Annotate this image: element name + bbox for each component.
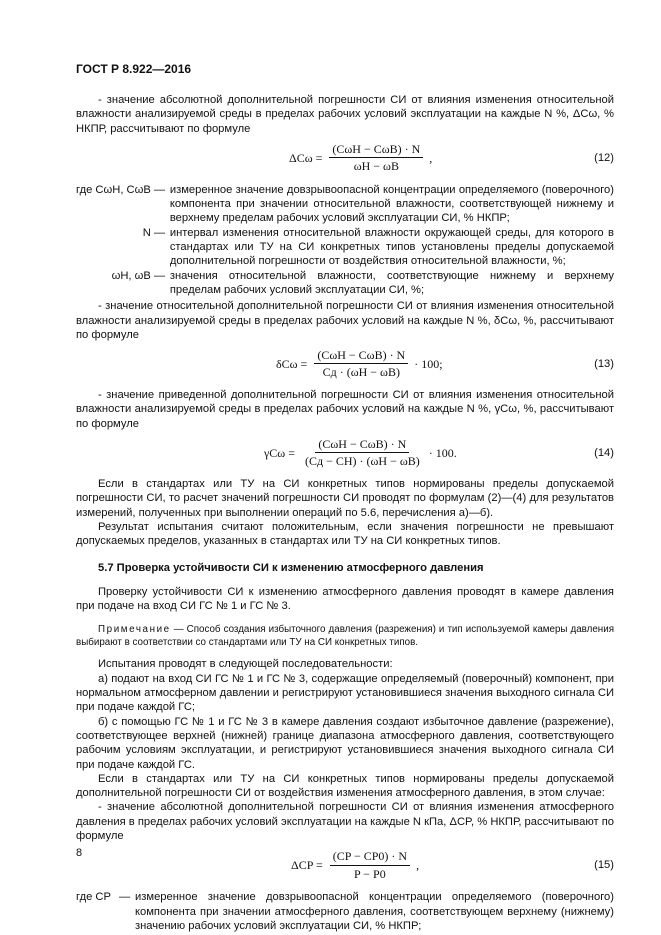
- paragraph: Проверку устойчивости СИ к изменению атмосферного давления проводят в камере давления при подаче на вход СИ ГС № 1 и ГС № 3.: [76, 585, 614, 613]
- definition-dash: —: [153, 269, 166, 282]
- definition-row: [76, 183, 614, 226]
- formula-fraction: [314, 348, 408, 380]
- formula-numerator: (CωH − CωB) · N: [329, 142, 423, 158]
- formula-numerator: (CωH − CωB) · N: [314, 348, 408, 364]
- formula-tail: · 100;: [414, 356, 443, 371]
- formula-lhs: δCω =: [276, 356, 308, 371]
- note-label: Примечание: [98, 624, 171, 636]
- formula-tail: ,: [429, 150, 433, 165]
- formula-numerator: (CP − CP0) · N: [330, 849, 410, 865]
- paragraph: Результат испытания считают положительным, если значения погрешности не превышают допускаемых пределов, указанных в стандартах или ТУ на СИ конкретных типов.: [76, 520, 614, 548]
- definitions-list: [76, 890, 614, 933]
- formula-number: (14): [594, 447, 614, 460]
- definition-symbol: N: [142, 226, 151, 239]
- paragraph: Если в стандартах или ТУ на СИ конкретных типов нормированы пределы допускаемой погрешности СИ, то расчет значений погрешности СИ проводят по формулам (2)—(4) для результатов измерений, полученных при выполнении операций по 5.6, перечисления а)—б).: [76, 478, 614, 519]
- formula-15: [76, 846, 614, 886]
- formula-13: [76, 345, 614, 385]
- formula-tail: ,: [416, 857, 420, 872]
- document-body: [76, 93, 614, 935]
- page-number: 8: [76, 847, 83, 859]
- definition-text: измеренное значение довзрывоопасной концентрации определяемого (поверочного) компонента при значении относительной влажности, соответствующей нижнему и верхнему пределам рабочих условий эксплуатации СИ, % НКПР;: [169, 183, 614, 225]
- document-header: ГОСТ Р 8.922—2016: [76, 62, 192, 76]
- definition-row: [76, 890, 614, 933]
- formula-tail: · 100.: [428, 445, 457, 460]
- formula-denominator: P − P0: [354, 866, 386, 881]
- formula-number: (13): [594, 358, 614, 371]
- definition-text: интервал изменения относительной влажности окружающей среды, для которого в стандартах или ТУ на СИ конкретных типов установлены пределы допускаемой дополнительной погрешности от воздействия относительной влажности, %;: [169, 226, 614, 268]
- definition-text: измеренное значение довзрывоопасной концентрации определяемого (поверочного) компонента при значении атмосферного давления, соответствующем верхнему (нижнему) значению рабочих условий эксплуатации СИ, % НКПР;: [135, 891, 614, 932]
- definitions-list: [76, 183, 614, 297]
- formula-numerator: (CωH − CωB) · N: [315, 437, 409, 453]
- note: [76, 623, 614, 649]
- paragraph: Если в стандартах или ТУ на СИ конкретных типов нормированы пределы допускаемой дополнительной погрешности СИ от воздействия изменения атмосферного давления, в этом случае:: [76, 772, 614, 800]
- formula-12: [76, 139, 614, 179]
- definition-symbol: ωH, ωB: [111, 269, 151, 282]
- definition-symbol: где CP: [76, 891, 111, 904]
- paragraph: - значение абсолютной дополнительной погрешности СИ от влияния изменения относительной влажности анализируемой среды в пределах рабочих условий эксплуатации на каждые N %, ΔCω, % НКПР, рассчитывают по формуле: [76, 94, 614, 135]
- paragraph: Испытания проводят в следующей последовательности:: [98, 658, 393, 671]
- formula-denominator: Cд · (ωH − ωB): [322, 365, 400, 380]
- list-item: б) с помощью ГС № 1 и ГС № 3 в камере давления создают избыточное давление (разрежение), соответствующее верхней (нижней) границе диапазона атмосферного давления, соответствующего рабочим условиям эксплуатации, и регистрируют установившиеся значения выходного сигнала СИ при подаче каждой ГС.: [76, 715, 614, 771]
- formula-lhs: ΔCP =: [291, 857, 323, 872]
- list-item: а) подают на вход СИ ГС № 1 и ГС № 3, содержащие определяемый (поверочный) компонент, при нормальном атмосферном давлении и регистрируют установившиеся значения выходного сигнала СИ при подаче каждой ГС;: [76, 672, 614, 714]
- definition-dash: —: [153, 183, 166, 196]
- section-heading: 5.7 Проверка устойчивости СИ к изменению атмосферного давления: [98, 561, 484, 574]
- formula-14: [76, 434, 614, 474]
- note-text: — Способ создания избыточного давления (разрежения) и тип используемой камеры давления выбирают в соответствии со стандартами или ТУ на СИ конкретных типов.: [76, 624, 614, 649]
- paragraph: - значение относительной дополнительной погрешности СИ от влияния изменения относительной влажности анализируемой среды в пределах рабочих условий на каждые N %, δCω, %, рассчитывают по формуле: [76, 300, 614, 341]
- definition-row: [76, 226, 614, 269]
- paragraph: - значение абсолютной дополнительной погрешности СИ от влияния изменения атмосферного давления в пределах рабочих условий эксплуатации на каждые N кПа, ΔCP, % НКПР, рассчитывают по формуле: [76, 801, 614, 842]
- formula-denominator: (Cд − CH) · (ωH − ωB): [304, 454, 420, 469]
- formula-number: (15): [594, 859, 614, 872]
- paragraph: - значение приведенной дополнительной погрешности СИ от влияния изменения относительной влажности анализируемой среды в пределах рабочих условий на каждые N %, γCω, %, рассчитывают по формуле: [76, 389, 614, 430]
- formula-denominator: ωH − ωB: [353, 159, 399, 174]
- definition-dash: —: [119, 891, 131, 904]
- formula-fraction: [330, 849, 410, 881]
- definition-text: значения относительной влажности, соответствующие нижнему и верхнему пределам рабочих условий эксплуатации СИ, %;: [169, 269, 614, 296]
- definition-dash: —: [153, 226, 166, 239]
- formula-lhs: ΔCω =: [289, 150, 323, 165]
- definition-row: [76, 269, 614, 298]
- definition-symbol: где CωH, CωB: [76, 183, 151, 196]
- formula-number: (12): [594, 151, 614, 164]
- formula-fraction: [302, 437, 423, 469]
- formula-fraction: [329, 142, 423, 174]
- formula-lhs: γCω =: [264, 445, 295, 460]
